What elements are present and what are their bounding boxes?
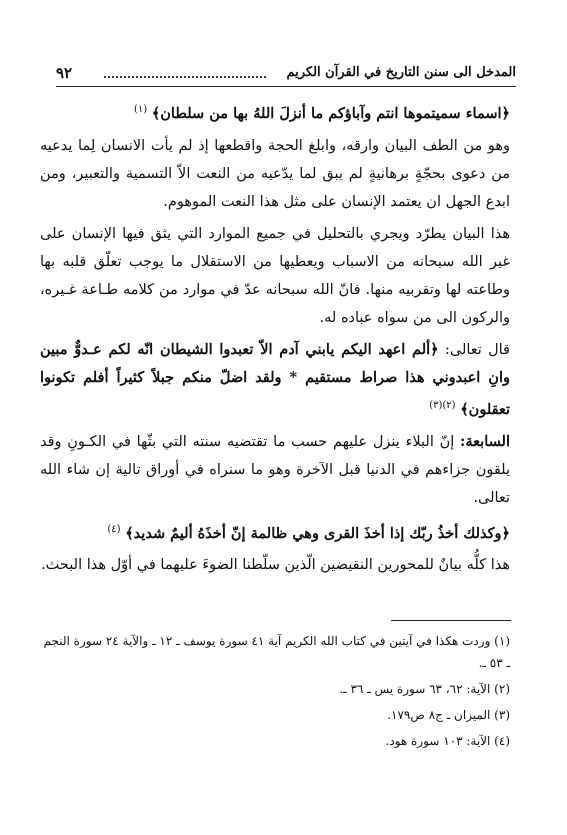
footnote-item: (١) وردت هكذا في آيتين في كتاب الله الكريم آية ٤١ سورة يوسف ـ ١٢ ـ والآية ٢٤ سورة النجم ـ ٥٣ ـ.	[43, 634, 510, 670]
running-title: المدخل الى سنن التاريخ في القرآن الكريم	[286, 65, 516, 80]
page-number: ٩٢	[56, 64, 73, 82]
paragraph-seventh	[40, 428, 510, 512]
body-text	[40, 96, 510, 583]
quote-lead: قال تعالى:	[444, 341, 510, 358]
paragraph: وهو من الطف البيان وارقه، وابلغ الحجة واقطعها إذ لم يأت الانسان لِما يدعيه من دعوى بحجّةٍ برهانيةٍ لم يبق لما يدّعيه من النعت الاّ التسمية والتعبير، ومن ابدع الجهل ان يعتمد الإنسان على مثل هذا النعت الموهوم.	[40, 137, 510, 210]
footnote-item: (٣) الميزان ـ ج٨ ص١٧٩.	[387, 708, 510, 722]
footnote-ref: (٤)	[107, 523, 121, 535]
paragraph-quote-3	[40, 516, 510, 548]
page-header	[56, 64, 516, 87]
paragraph-quote-1	[40, 96, 510, 128]
paragraph-quote-2	[40, 336, 510, 424]
footnote-item: (٢) الآية: ٦٢، ٦٣ سورة يس ـ ٣٦ ـ.	[339, 682, 510, 696]
footnote-ref: (١)	[133, 104, 148, 115]
quranic-quote: ﴿اسماء سميتموها انتم وآباؤكم ما أنزلَ اللهُ بها من سلطان﴾	[151, 104, 510, 122]
quranic-quote: ﴿ألم اعهد اليكم يابني آدم الاّ تعبدوا الشيطان انّه لكم عـدوٌّ مبين وانِ اعبدوني هذا صراط مستقيم * ولقد اضلّ منكم جبلاً كثيراً أفلم تكونوا تعقلون﴾	[40, 340, 510, 418]
footnote-divider	[391, 620, 511, 621]
header-dot-leader	[104, 76, 266, 78]
paragraph: هذا كلُّه بيانٌ للمحورين النقيضين الّذين سلّطنا الضوءَ عليهما في أوّل هذا البحث.	[41, 557, 510, 574]
footnote-ref: (٢)(٣)	[429, 399, 456, 411]
paragraph-text: إنّ البلاء ينزل عليهم حسب ما تقتضيه سنته التي بثّها في الكـونِ وقد يلقون جزاءهم في الدنيا قبل الآخرة وهو ما سنراه في أوراق تالية إن شاء الله تعالى.	[40, 433, 510, 506]
footnote-item: (٤) الآية: ١٠٣ سورة هود.	[385, 734, 510, 748]
quranic-quote: ﴿وكذلك أخذُ ربّك إذا أخذَ القرى وهي ظالمة إنّ أخذَهُ أليمٌ شديد﴾	[125, 524, 510, 542]
section-lead: السابعة:	[460, 432, 510, 450]
paragraph: هذا البيان يطرّد ويجري بالتحليل في جميع الموارد التي يثق فيها الإنسان على غير الله سبحانه من الاسباب ويعطيها من الاستقلال ما يوجب تعلّق قلبه بها وطاعته لها وتقربيه منها. فانّ الله سبحانه عدّ في موارد من كلامه طـاعة غـيره، والركون الى من سواه عباده له.	[40, 225, 510, 326]
footnotes	[40, 630, 510, 756]
